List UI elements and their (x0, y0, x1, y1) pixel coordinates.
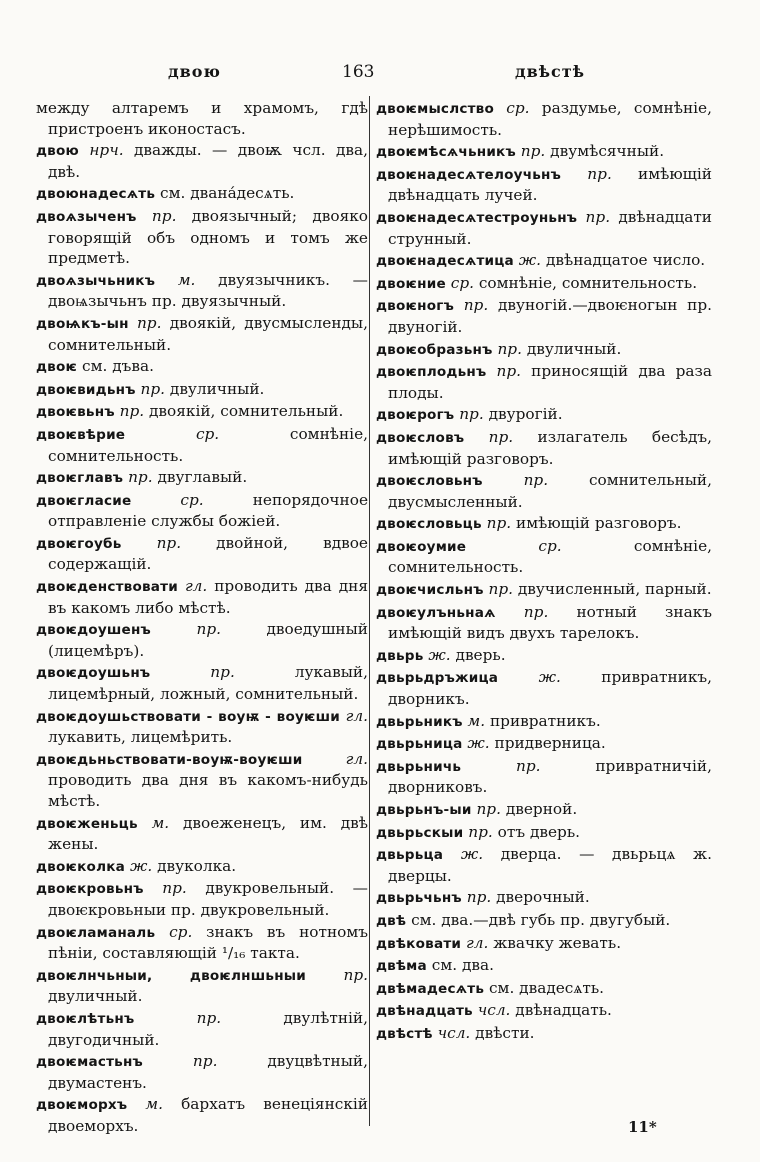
entry-grammar: пр. (488, 580, 513, 599)
dictionary-entry (376, 978, 712, 1000)
entry-grammar: пр. (196, 1008, 222, 1027)
entry-definition: приносящій два раза плоды. (388, 362, 712, 402)
header-right-word: двѣстѣ (515, 62, 585, 81)
entry-grammar: пр. (151, 206, 177, 225)
entry-headword: двоѥ (36, 359, 78, 376)
entry-definition: двуцвѣтный, двумастенъ. (48, 1052, 368, 1092)
entry-headword: двоѥденствовати (36, 579, 178, 596)
entry-definition: раздумье, сомнѣніе, нерѣшимость. (388, 99, 712, 139)
dictionary-entry (36, 662, 368, 704)
dictionary-entry (36, 619, 368, 661)
entry-headword: двоѥлѣтьнъ (36, 1010, 135, 1027)
entry-definition: двоеженецъ, им. двѣ жены. (48, 813, 368, 854)
entry-grammar: ср. (169, 922, 193, 941)
entry-grammar: пр. (468, 822, 493, 841)
entry-headword: двоѥлнчьныи, двоѥлншьныи (36, 967, 307, 984)
entry-definition: двѣнадцать. (515, 1001, 612, 1020)
dictionary-entry (36, 922, 368, 964)
entry-headword: двоѥсловьць (376, 516, 482, 533)
entry-definition: дверца. — двьрьцѧ ж. дверцы. (388, 845, 712, 885)
entry-headword: двьрьнъ-ыи (376, 802, 472, 818)
entry-grammar: пр. (140, 379, 166, 398)
entry-headword: двоѥкровьнъ (36, 881, 144, 898)
dictionary-entry (36, 878, 368, 920)
entry-definition: жвачку жевать. (493, 933, 622, 952)
entry-grammar: пр. (486, 514, 512, 533)
dictionary-entry (376, 470, 712, 512)
header-left-word: двою (168, 62, 221, 81)
entry-grammar: ср. (180, 490, 204, 509)
entry-headword: двѣмадесѧть (376, 980, 485, 997)
dictionary-entry (36, 533, 368, 575)
dictionary-entry (36, 749, 368, 812)
dictionary-entry (376, 667, 712, 709)
entry-definition: нотный знакъ имѣющій видъ двухъ тарелокъ. (388, 602, 712, 643)
dictionary-entry (376, 273, 712, 295)
dictionary-entry (376, 887, 712, 909)
entry-definition: двойной, вдвое содержащій. (48, 533, 368, 574)
dictionary-entry (36, 356, 368, 378)
entry-grammar: пр. (476, 800, 501, 818)
entry-definition: сомнѣніе, сомнительность. (48, 424, 368, 465)
dictionary-entry (376, 536, 712, 578)
dictionary-entry (376, 141, 712, 163)
entry-headword: двьрьдръжица (376, 670, 499, 687)
entry-definition: двоякій, двусмысленды, сомнительный. (48, 313, 368, 354)
entry-definition: см. два. (431, 956, 494, 975)
dictionary-entry (36, 467, 368, 489)
entry-headword: двоѥмыслство (376, 101, 495, 117)
entry-grammar: пр. (210, 663, 235, 682)
entry-grammar: пр. (520, 142, 546, 161)
entry-definition: сомнѣніе, сомнительность. (478, 273, 698, 292)
entry-headword: двьрьскыи (376, 824, 464, 841)
entry-definition: привратничій, дворниковъ. (388, 756, 712, 797)
entry-definition: проводить два дня въ какомъ-нибудь мѣстѣ. (48, 771, 368, 810)
entry-grammar: ж. (467, 734, 490, 753)
entry-grammar: пр. (459, 405, 484, 424)
page-header (0, 62, 760, 86)
entry-grammar: пр. (488, 427, 514, 446)
dictionary-entry (36, 140, 368, 182)
entry-grammar: пр. (136, 313, 162, 332)
dictionary-entry (376, 164, 712, 206)
entry-headword: двьрьница (376, 736, 463, 753)
dictionary-entry (376, 513, 712, 535)
entry-headword: двоѥколка (36, 858, 126, 875)
entry-headword: двоѩкъ-ын (36, 315, 129, 332)
entry-headword: двоѥрогъ (376, 407, 455, 424)
entry-grammar: пр. (523, 602, 549, 621)
entry-grammar: ср. (195, 424, 220, 443)
entry-definition: проводить два дня въ какомъ либо мѣстѣ. (48, 577, 368, 617)
entry-definition: двѣнадцати струнный. (388, 207, 712, 248)
entry-headword: двьрьничь (376, 758, 462, 775)
entry-headword: двою (36, 143, 79, 160)
entry-grammar: пр. (192, 1052, 218, 1071)
entry-headword: двоѥобразьнъ (376, 341, 493, 358)
entry-definition: см. двадесѧть. (488, 978, 605, 997)
dictionary-entry (376, 1000, 712, 1022)
entry-definition: двѣсти. (475, 1023, 535, 1042)
dictionary-entry (376, 98, 712, 140)
entry-grammar: гл. (184, 577, 208, 596)
entry-headword: двоѥнадесѧтестроуньнъ (376, 209, 578, 226)
entry-grammar: м. (151, 813, 170, 832)
entry-definition: двѣнадцатое число. (545, 251, 706, 270)
entry-grammar: чсл. (437, 1023, 471, 1042)
entry-grammar: пр. (156, 533, 182, 552)
entry-grammar: пр. (496, 362, 522, 381)
column-divider (369, 96, 370, 1126)
entry-definition: двуличный. (526, 339, 622, 358)
entry-grammar: м. (467, 711, 486, 730)
entry-headword: двоѥмастьнъ (36, 1054, 143, 1071)
entry-headword: двоѥвьнъ (36, 404, 115, 421)
entry-headword: двоѥморхъ (36, 1097, 128, 1114)
entry-definition: привратникъ. (489, 711, 601, 730)
entry-headword: двоѥчисльнъ (376, 582, 484, 599)
dictionary-entry (376, 733, 712, 755)
entry-grammar: ж. (460, 845, 484, 864)
dictionary-entry (376, 933, 712, 955)
dictionary-entry (36, 270, 368, 312)
left-column (36, 98, 368, 1138)
right-column (376, 98, 712, 1046)
entry-definition: двуличный. (169, 379, 265, 398)
entry-headword: двоѥвидьнъ (36, 381, 136, 398)
dictionary-entry (376, 339, 712, 361)
dictionary-entry (376, 711, 712, 733)
dictionary-entry (36, 98, 368, 139)
dictionary-entry (376, 822, 712, 844)
entry-headword: двоѥплодьнъ (376, 364, 487, 381)
dictionary-entry (36, 379, 368, 401)
entry-grammar: пр. (119, 402, 145, 421)
entry-headword: двоѥсловьнъ (376, 473, 483, 490)
entry-headword: двоѥмѣсѧчьникъ (376, 144, 516, 161)
entry-grammar: пр. (466, 888, 492, 907)
entry-grammar: пр. (343, 965, 368, 984)
entry-definition: между алтаремъ и храмомъ, гдѣ пристроенъ иконостасъ. (36, 99, 368, 138)
entry-headword: двоѥженьць (36, 815, 138, 832)
entry-grammar: ж. (428, 645, 451, 664)
entry-definition: двуязычникъ. — двоѩзычьнъ пр. двуязычный. (48, 270, 368, 311)
entry-headword: двоѥнадесѧтица (376, 253, 514, 270)
entry-headword: двьрьчьнъ (376, 890, 462, 907)
entry-definition: двоедушный (лицемѣръ). (48, 620, 368, 660)
entry-grammar: пр. (585, 207, 611, 226)
entry-grammar: ж. (129, 856, 153, 875)
entry-headword: двоѥулъньнаѧ (376, 604, 496, 621)
dictionary-entry (36, 1008, 368, 1050)
entry-definition: двоязычный; двояко говорящій объ одномъ и томъ же предметѣ. (48, 206, 368, 268)
entry-headword: двоѥдоушенъ (36, 622, 151, 639)
entry-grammar: чсл. (477, 1001, 511, 1020)
dictionary-entry (36, 965, 368, 1007)
entry-headword: двоѥоумие (376, 538, 467, 555)
dictionary-entry (36, 401, 368, 423)
entry-definition: двуличный. (48, 987, 143, 1006)
entry-grammar: ср. (538, 536, 562, 555)
entry-definition: имѣющій двѣнадцать лучей. (388, 164, 712, 205)
dictionary-entry (36, 424, 368, 466)
entry-definition: дважды. — двоѭ чсл. два, двѣ. (48, 141, 368, 181)
page-number: 163 (342, 62, 375, 82)
entry-definition: знакъ въ нотномъ пѣніи, составляющій ¹/₁₆ такта. (48, 922, 368, 963)
dictionary-entry (36, 706, 368, 748)
entry-grammar: пр. (523, 471, 549, 490)
dictionary-entry (376, 427, 712, 469)
entry-grammar: нрч. (89, 141, 124, 160)
entry-headword: двоѧзыченъ (36, 208, 137, 225)
dictionary-entry (376, 910, 712, 932)
entry-grammar: пр. (196, 620, 221, 639)
entry-definition: придверница. (494, 734, 606, 753)
dictionary-entry (376, 955, 712, 977)
entry-grammar: гл. (345, 749, 368, 768)
entry-headword: двоѥнадесѧтелоучьнъ (376, 166, 562, 183)
entry-grammar: пр. (516, 756, 541, 775)
entry-headword: двоѥсловъ (376, 429, 465, 446)
entry-definition: двуколка. (157, 856, 237, 875)
entry-headword: двоѥвѣрие (36, 426, 126, 443)
entry-headword: двьрь (376, 647, 424, 664)
dictionary-entry (36, 576, 368, 618)
entry-definition: сомнѣніе, сомнительность. (388, 536, 712, 577)
entry-definition: дверной. (505, 800, 578, 818)
entry-grammar: пр. (128, 468, 153, 487)
entry-headword: двоѥдоушьствовати - воуѭ - воуѥши (36, 708, 341, 725)
dictionary-entry (376, 404, 712, 426)
entry-headword: двоѥламаналь (36, 924, 156, 941)
entry-definition: см. двана́десѧть. (160, 184, 295, 203)
dictionary-entry (376, 579, 712, 601)
entry-definition: двукровельный. — двоѥкровьныи пр. двукровельный. (48, 879, 368, 919)
dictionary-entry (36, 183, 368, 205)
entry-headword: двоѧзычьникъ (36, 272, 156, 289)
entry-definition: бархатъ венеціянскій двоеморхъ. (48, 1095, 368, 1135)
entry-grammar: пр. (463, 296, 489, 315)
dictionary-entry (376, 799, 712, 821)
entry-headword: двьрьца (376, 847, 444, 864)
entry-grammar: ср. (450, 273, 474, 292)
dictionary-entry (36, 1094, 368, 1136)
dictionary-entry (376, 844, 712, 886)
entry-headword: двоѥгласие (36, 492, 132, 509)
entry-definition: сомнительный, двусмысленный. (388, 471, 712, 511)
entry-definition: непорядочное отправленіе службы божіей. (48, 490, 368, 531)
entry-headword: двоѥдоушьнъ (36, 665, 151, 682)
dictionary-entry (376, 295, 712, 337)
signature-mark: 11* (628, 1118, 657, 1136)
dictionary-entry (376, 756, 712, 798)
dictionary-entry (376, 207, 712, 249)
entry-grammar: гл. (345, 706, 368, 725)
entry-definition: двумѣсячный. (550, 142, 665, 161)
entry-headword: двѣма (376, 958, 427, 975)
entry-definition: лукавить, лицемѣрить. (48, 728, 233, 747)
entry-definition: двулѣтній, двугодичный. (48, 1008, 368, 1049)
dictionary-entry (376, 250, 712, 272)
dictionary-entry (36, 856, 368, 878)
dictionary-entry (36, 313, 368, 355)
entry-grammar: ср. (506, 99, 530, 117)
entry-headword: двоюнадесѧть (36, 186, 156, 203)
dictionary-entry (36, 1051, 368, 1093)
entry-headword: двоѥгоубь (36, 535, 122, 552)
entry-grammar: пр. (497, 339, 522, 358)
entry-headword: двоѥногъ (376, 298, 454, 315)
entry-headword: двѣ (376, 912, 407, 929)
entry-definition: двуногій.—двоѥногын пр. двуногій. (388, 296, 712, 336)
dictionary-entry (376, 361, 712, 403)
entry-definition: см. два.—двѣ губь пр. двугубый. (411, 910, 671, 929)
dictionary-entry (376, 602, 712, 644)
dictionary-entry (376, 645, 712, 667)
entry-grammar: м. (145, 1095, 163, 1114)
dictionary-entry (36, 490, 368, 532)
entry-grammar: пр. (587, 164, 612, 183)
dictionary-entry (376, 1023, 712, 1045)
entry-grammar: гл. (466, 933, 489, 952)
entry-definition: отъ дверь. (497, 822, 581, 841)
entry-definition: дверочный. (496, 888, 590, 907)
dictionary-entry (36, 206, 368, 269)
entry-definition: двоякій, сомнительный. (149, 402, 344, 421)
entry-definition: см. дъва. (82, 357, 154, 376)
entry-definition: лукавый, лицемѣрный, ложный, сомнительный. (48, 663, 368, 704)
entry-grammar: м. (177, 270, 196, 289)
entry-headword: двьрьникъ (376, 713, 463, 730)
entry-grammar: пр. (162, 879, 187, 898)
entry-headword: двоѥние (376, 275, 446, 292)
entry-grammar: ж. (518, 251, 542, 270)
entry-definition: излагатель бесѣдъ, имѣющій разговоръ. (388, 427, 712, 468)
entry-definition: двучисленный, парный. (517, 580, 712, 599)
entry-definition: двурогій. (488, 405, 563, 424)
entry-headword: двоѥдьньствовати-воуѭ-воуѥши (36, 751, 303, 768)
entry-headword: двѣковати (376, 935, 462, 952)
dictionary-entry (36, 813, 368, 855)
entry-definition: дверь. (455, 645, 506, 664)
entry-definition: имѣющій разговоръ. (516, 514, 682, 533)
entry-headword: двоѥглавъ (36, 470, 124, 487)
entry-headword: двѣстѣ (376, 1025, 433, 1042)
entry-definition: двуглавый. (157, 468, 248, 487)
entry-grammar: ж. (538, 668, 561, 687)
entry-headword: двѣнадцать (376, 1003, 473, 1020)
entry-definition: привратникъ, дворникъ. (388, 668, 712, 709)
